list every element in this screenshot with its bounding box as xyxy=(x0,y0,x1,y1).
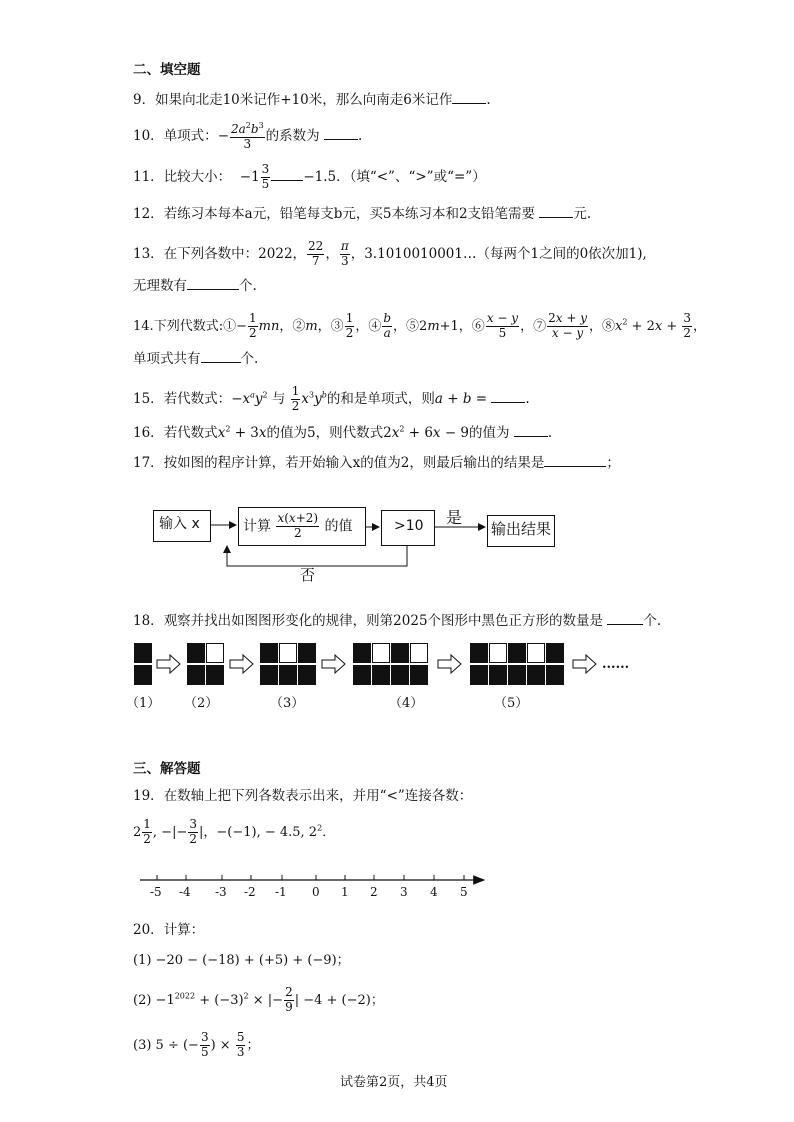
pattern-label-3: （3） xyxy=(270,696,305,711)
pattern-label-2: （2） xyxy=(184,696,219,711)
question-number: 17． xyxy=(133,455,164,471)
question-20-part-1: (1) −20 − (−18) + (+5) + (−9)； xyxy=(133,953,350,968)
question-end: . xyxy=(547,425,553,441)
question-end: ； xyxy=(606,455,620,471)
flow-no-label: 否 xyxy=(300,566,316,584)
question-number: 13． xyxy=(133,245,164,262)
axis-tick-label: 3 xyxy=(400,885,408,899)
flow-yes-label: 是 xyxy=(446,508,463,527)
question-text-mid: ，3.1010010001…（每两个1之间的0依次加1), xyxy=(350,245,647,262)
question-16: 16．若代数式$x^2 + 3x$的值为5，则代数式$2x^2 + 6x - 9$的值为 . xyxy=(133,424,553,441)
fraction-1-2: $\frac{1}{2}$ xyxy=(248,311,257,340)
question-text: 若代数式 xyxy=(163,425,218,441)
axis-tick-label: -5 xyxy=(150,885,162,899)
page-footer: 试卷第2页，共4页 xyxy=(340,1075,448,1090)
axis-tick-label: -2 xyxy=(244,885,256,899)
question-number: 15． xyxy=(133,390,164,407)
fraction-5-3: $\frac{5}{3}$ xyxy=(236,1030,245,1059)
question-end: 个. xyxy=(643,613,662,629)
question-text-end: 的系数为 xyxy=(265,127,320,144)
question-number: 9． xyxy=(133,92,156,108)
question-11: 11．比较大小： −1 $\frac{3}{5}$ −1.5．（填“<”、“>”或“=”） xyxy=(133,162,486,191)
question-19-numbers: 2 $\frac{1}{2}$ , −|− $\frac{3}{2}$ |，−(−1), − 4.5, $2^2$． xyxy=(133,817,336,846)
question-number: 10． xyxy=(133,127,164,144)
pattern-label-4: （4） xyxy=(389,696,424,711)
question-end: . xyxy=(525,390,530,407)
axis-tick-label: 5 xyxy=(460,885,468,899)
question-14: 14.下列代数式:①− $\frac{1}{2}$ mn，②m，③ $\frac{1}{2}$ ，④ $\frac{b}{a}$ ，⑤2m+1，⑥ $\frac{x - y}{5}$ ，⑦ $\frac{2x + y}{x - y}$ ，$⑧x^2 + 2x$ + $\frac{3}{2}$ ， xyxy=(133,311,707,340)
question-text: 在数轴上把下列各数表示出来，并用“<”连接各数： xyxy=(163,788,473,804)
fraction-3-5: $\frac{3}{5}$ xyxy=(261,162,270,191)
pattern-label-5: （5） xyxy=(494,696,529,711)
question-end: . xyxy=(486,92,491,108)
question-end: 元. xyxy=(573,206,592,222)
flow-input-label: 输入 x xyxy=(159,516,200,532)
question-text-mid: 的和是单项式，则 xyxy=(326,390,435,407)
axis-tick-label: 0 xyxy=(312,885,320,899)
section-title-fill-in: 二、填空题 xyxy=(133,62,201,78)
axis-tick-label: 1 xyxy=(341,885,349,899)
question-20 xyxy=(133,924,204,938)
denominator: 3 xyxy=(243,136,252,151)
question-20-part-2: $(2) -1^{2022} + (-3)^2$ × |− $\frac{2}{9}$ | −4 + (−2)； xyxy=(133,985,384,1014)
question-text: 在下列各数中：2022， xyxy=(163,245,307,262)
number-line xyxy=(0,860,794,910)
pattern-label-1: （1） xyxy=(126,696,161,711)
question-text: 比较大小： xyxy=(163,168,232,185)
fraction-pi-3: $\frac{\pi}{3}$ xyxy=(340,239,349,268)
flow-calc-pre: 计算 xyxy=(243,518,271,535)
pattern-ellipsis: ...... xyxy=(602,657,630,672)
fraction-2-9: $\frac{2}{9}$ xyxy=(285,985,293,1014)
question-number: 14. xyxy=(133,318,154,334)
fraction-1-2: $\frac{1}{2}$ xyxy=(291,384,300,413)
question-13: 13．在下列各数中：2022， $\frac{22}{7}$ ， $\frac{\pi}{3}$ ，3.1010010001…（每两个1之间的0依次加1), xyxy=(133,239,647,268)
question-19 xyxy=(133,790,472,804)
question-text: 如果向北走10米记作+10米，那么向南走6米记作 xyxy=(155,92,453,108)
question-text: 若练习本每本a元，铅笔每支b元，买5本练习本和2支铅笔需要 xyxy=(163,206,536,222)
question-number: 16． xyxy=(133,425,164,441)
question-text: 观察并找出如图图形变化的规律，则第2025个图形中黑色正方形的数量是 xyxy=(163,613,604,629)
axis-tick-label: -3 xyxy=(215,885,227,899)
number-line-ticks xyxy=(157,875,464,880)
hollow-arrow-icon xyxy=(157,655,180,673)
fraction-2a2b3-over-3: $\frac{2a^2b^3}{3}$ xyxy=(231,121,264,151)
question-number: 18． xyxy=(133,613,164,629)
section-title-solve: 三、解答题 xyxy=(133,761,201,777)
axis-tick-label: -1 xyxy=(275,885,287,899)
question-end: 个. xyxy=(240,351,259,367)
question-number: 20． xyxy=(133,922,164,938)
fraction-22-7: $\frac{22}{7}$ xyxy=(308,239,324,268)
question-end: . xyxy=(357,127,363,144)
question-20-part-3: (3) 5 ÷ (− $\frac{3}{5}$ ) × $\frac{5}{3}$ ； xyxy=(133,1030,260,1059)
question-number: 11． xyxy=(133,168,164,185)
axis-tick-label: 4 xyxy=(430,885,438,899)
fraction-1-2: $\frac{1}{2}$ xyxy=(143,817,151,846)
axis-tick-label: 2 xyxy=(370,885,378,899)
question-number: 12． xyxy=(133,206,164,222)
question-15: 15．若代数式：$-x^ay^2$ 与 $\frac{1}{2}$ $x^3y^b$的和是单项式，则a + b = . xyxy=(133,384,530,413)
flow-output-label: 输出结果 xyxy=(491,520,552,538)
question-text: 下列代数式:① xyxy=(153,318,237,334)
fraction-b-a: $\frac{b}{a}$ xyxy=(383,311,392,340)
question-text: 按如图的程序计算，若开始输入x的值为2，则最后输出的结果是 xyxy=(163,455,545,471)
fraction-3-2: $\frac{3}{2}$ xyxy=(683,311,692,340)
flow-calc-post: 的值 xyxy=(324,518,353,535)
hollow-arrow-icon xyxy=(322,655,345,673)
question-number: 19． xyxy=(133,788,164,804)
hollow-arrow-icon xyxy=(438,655,461,673)
question-text: 若代数式： xyxy=(163,390,232,407)
question-text: 单项式： xyxy=(163,127,218,144)
question-text: 计算： xyxy=(163,922,205,938)
fraction-2x-plus-y-over-x-minus-y: $\frac{2x + y}{x - y}$ xyxy=(548,311,587,340)
numerator: 2a xyxy=(231,122,246,136)
question-end: 个. xyxy=(239,278,257,294)
fraction-x-minus-y-over-5: $\frac{x - y}{5}$ xyxy=(486,311,519,340)
question-text-end: −1.5．（填“<”、“>”或“=”） xyxy=(303,168,486,185)
hollow-arrow-icon xyxy=(573,655,596,673)
question-text: 无理数有 xyxy=(133,278,187,294)
question-text: 单项式共有 xyxy=(133,351,201,367)
hollow-arrow-icon xyxy=(230,655,253,673)
fraction-x-x-plus-2-over-2: $\frac{x(x+2)}{2}$ xyxy=(277,511,319,540)
axis-tick-label: -4 xyxy=(179,885,191,899)
question-text-post: 的值为 xyxy=(469,425,510,441)
question-text-mid: 的值为5，则代数式 xyxy=(266,425,384,441)
fraction-3-2: $\frac{3}{2}$ xyxy=(189,817,197,846)
flow-condition-label: >10 xyxy=(394,518,424,534)
fraction-3-5: $\frac{3}{5}$ xyxy=(200,1030,209,1059)
fraction-1-2b: $\frac{1}{2}$ xyxy=(345,311,354,340)
minus-sign: − xyxy=(217,127,229,144)
